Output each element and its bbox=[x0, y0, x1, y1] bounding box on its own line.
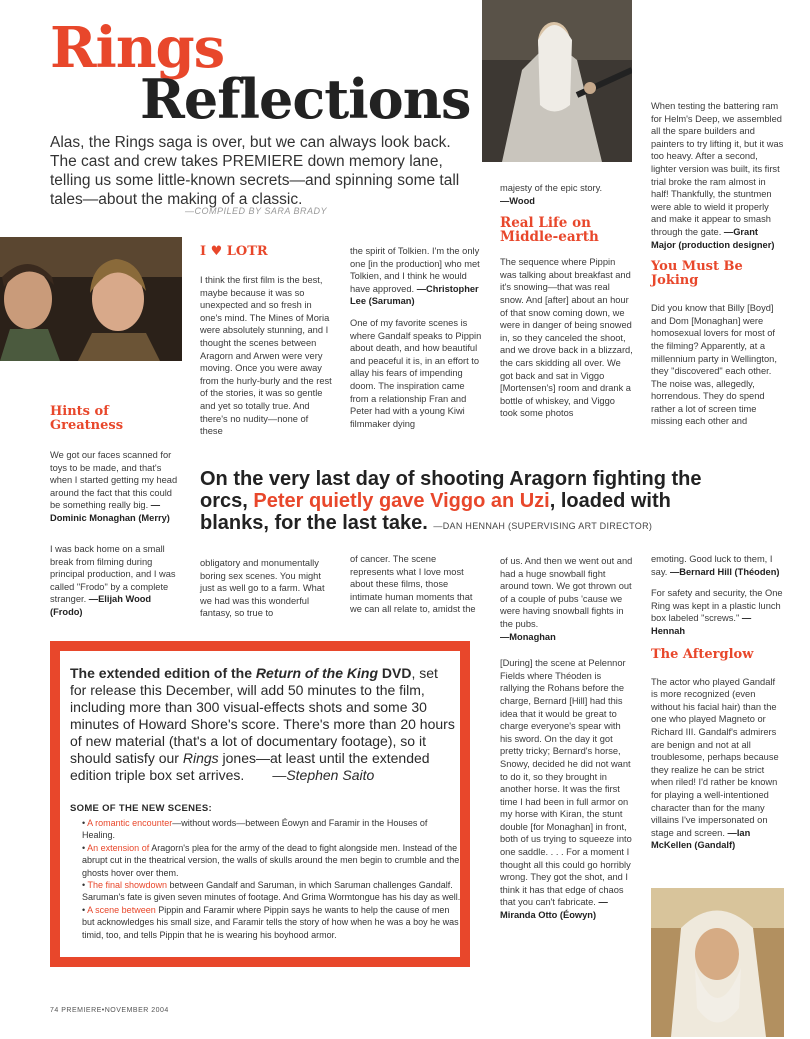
paragraph: The actor who played Gandalf is more recognized (even without his facial hair) than the one who played Magneto or Richard III. Gandalf's admirers are benign and not at all troublesome, perhaps because they realize he can be strict when riled! I'd rather be known for playing a well-intentioned character than for the many villains I've impersonated on stage and screen. —Ian McKellen (Gandalf) bbox=[651, 676, 779, 851]
paragraph: One of my favorite scenes is where Gandalf speaks to Pippin about death, and how beautiful and peaceful it is, in an effort to allay his fears of impending doom. The inspiration came from a relationship Fran and Peter had with a young Kiwi filmmaker dying bbox=[350, 317, 482, 429]
column-3 bbox=[350, 245, 482, 439]
new-scenes-list bbox=[82, 817, 462, 941]
page-folio: 74 PREMIERE•NOVEMBER 2004 bbox=[50, 1007, 169, 1014]
paragraph: When testing the battering ram for Helm's Deep, we assembled all the spare builders and painters to try lifting it, but it was too heavy. After a second, lighter version was built, its first trial broke the ram almost in half! Thankfully, the stuntmen were able to wield it properly and make it appear to smash through the gate. —Grant Major (production designer) bbox=[651, 101, 784, 250]
column-1 bbox=[50, 405, 180, 534]
column-3-bottom bbox=[350, 553, 482, 625]
heading-i-love-lotr: I ♥ LOTR bbox=[200, 244, 268, 259]
credit: —Dominic Monaghan (Merry) bbox=[50, 500, 170, 523]
credit: —Wood bbox=[500, 195, 535, 206]
paragraph: [During] the scene at Pelennor Fields where Théoden is rallying the Rohans before the charge, Bernard [Hill] had this idea that it would be great to charge everyone's spear with his sword. On the day it got pretty tricky; Bernard's horse, Snowy, decided he did not want to do it, so they brought in another horse. It was the first time I had been in full armor on my horse with Kiran, the stunt double [for Monaghan] in front, both of us trying to squeeze into one saddle. . . . For a moment I thought all this could go horribly wrong. They got the shot, and I think it has that edge of chaos that you can't fabricate. —Miranda Otto (Éowyn) bbox=[500, 658, 632, 921]
column-2-bottom bbox=[200, 557, 333, 629]
title-reflections: Reflections bbox=[140, 67, 471, 131]
credit: —Monaghan bbox=[500, 631, 556, 642]
dvd-sidebar-box bbox=[50, 641, 470, 967]
gandalf-photo bbox=[651, 888, 784, 1037]
paragraph: of us. And then we went out and had a huge snowball fight around town. We got thrown out of a couple of pubs 'cause we were having snowball fights in the pubs. —Monaghan bbox=[500, 556, 633, 642]
intro-text: Alas, the Rings saga is over, but we can always look back. The cast and crew takes PREMIERE down memory lane, telling us some little-known secrets—and spinning some tall tales—about the making of a classic. bbox=[50, 134, 460, 208]
paragraph: majesty of the epic story. —Wood bbox=[500, 183, 603, 206]
hobbits-photo bbox=[0, 237, 182, 361]
pull-quote: On the very last day of shooting Aragorn fighting the orcs, Peter quietly gave Viggo an Uzi, loaded with blanks, for the last take. —DAN HENNAH (SUPERVISING ART DIRECTOR) bbox=[200, 468, 702, 534]
paragraph: I was back home on a small break from filming during principal production, and I was called "Frodo" by a complete stranger. —Elijah Wood (Frodo) bbox=[50, 544, 176, 617]
column-4-bottom bbox=[500, 555, 633, 931]
saruman-photo bbox=[482, 0, 632, 162]
heading-the-afterglow: The Afterglow bbox=[651, 646, 754, 662]
credit: —Bernard Hill (Théoden) bbox=[669, 566, 780, 577]
list-item: • A scene between Pippin and Faramir where Pippin says he wants to help the cause of men but acknowledges his small size, and Faramir tells the story of how when he was a boy he was timid, too, and tells Pippin that he is wearing his boyhood armor. bbox=[82, 904, 459, 940]
pull-quote-highlight: Peter quietly gave Viggo an Uzi bbox=[253, 490, 550, 512]
box-lead: The extended edition of the Return of the King DVD, set for release this December, will add 50 minutes to the film, including more than 300 visual-effects shots and some 30 minutes of Howard Shore's score. There's more than 20 hours of new material (that's a lot of documentary footage), so it should satisfy our Rings jones—at least until the extended edition triple box set arrives. —Stephen Saito bbox=[70, 665, 455, 783]
list-item: • The final showdown between Gandalf and Saruman, in which Saruman challenges Gandalf. Saruman's fate is given seven minutes of footage. And Grima Wormtongue has his day as well. bbox=[82, 880, 461, 903]
column-5-bottom bbox=[651, 553, 784, 861]
credit: —Grant Major (production designer) bbox=[651, 226, 775, 250]
paragraph: of cancer. The scene represents what I love most about these films, those intimate human moments that we can all relate to, amidst the bbox=[350, 554, 476, 615]
pull-quote-credit: —DAN HENNAH (SUPERVISING ART DIRECTOR) bbox=[433, 521, 653, 531]
byline: —COMPILED BY SARA BRADY bbox=[185, 206, 328, 216]
column-1-bottom bbox=[50, 543, 180, 628]
paragraph: For safety and security, the One Ring was kept in a plastic lunch box labeled "screws." —Hennah bbox=[651, 588, 783, 636]
column-2 bbox=[200, 245, 333, 447]
heading-real-life-on-middle-earth: Real Life on Middle-earth bbox=[500, 215, 599, 246]
box-signature: —Stephen Saito bbox=[272, 767, 375, 783]
box-subhead: SOME OF THE NEW SCENES: bbox=[70, 803, 213, 814]
column-4 bbox=[500, 182, 633, 429]
paragraph: I think the first film is the best, maybe because it was so unexpected and so fresh in one's mind. The Mines of Moria were absolutely stunning, and I thought the scenes between Aragorn and Arwen were very moving. Once you were away from the hurly-burly and the rest of the stories, it was so gentle and yet so totally true. And there's no nudity—none of these bbox=[200, 275, 332, 437]
paragraph: The sequence where Pippin was talking about breakfast and it's snowing—that was real snow. And [after] about an hour of that snow coming down, we were in danger of being snowed in, so they canceled the shoot, and we drove back in a blizzard, the cars skidding all over. We got back and sat in Viggo [Mortensen's] room and drank a bottle of whiskey, and Viggo took some photos bbox=[500, 257, 633, 419]
title-rings: Rings bbox=[50, 15, 225, 81]
credit: —Miranda Otto (Éowyn) bbox=[500, 897, 608, 921]
paragraph: obligatory and monumentally boring sex scenes. You might just as well go to a farm. What we had was this wonderful fantasy, so true to bbox=[200, 558, 325, 619]
heading-hints-of-greatness: Hints of Greatness bbox=[50, 404, 124, 433]
paragraph: the spirit of Tolkien. I'm the only one [in the production] who met Tolkien, and I think he would have approved. —Christopher Lee (Saruman) bbox=[350, 246, 480, 307]
credit: —Elijah Wood (Frodo) bbox=[50, 594, 152, 617]
heading-you-must-be-joking: You Must Be Joking bbox=[651, 259, 743, 289]
column-5 bbox=[651, 100, 784, 437]
credit: —Hennah bbox=[651, 613, 752, 636]
paragraph: Did you know that Billy [Boyd] and Dom [Monaghan] were homosexual lovers for most of the filming? Apparently, at a millennium party in Wellington, they "discovered" each other. The noise was, allegedly, horrendous. They do spend rather a lot of screen time missing each other and bbox=[651, 303, 777, 427]
paragraph: We got our faces scanned for toys to be made, and that's when I started getting my head around the fact that this could be something really big. —Dominic Monaghan (Merry) bbox=[50, 450, 178, 523]
credit: —Christopher Lee (Saruman) bbox=[350, 283, 479, 307]
paragraph: emoting. Good luck to them, I say. —Bernard Hill (Théoden) bbox=[651, 554, 780, 577]
credit: —Ian McKellen (Gandalf) bbox=[651, 827, 751, 851]
list-item: • An extension of Aragorn's plea for the army of the dead to fight alongside men. Instead of the abrupt cut in the theatrical version, the walls of skulls around the men begin to crumble and the ghosts hover over them. bbox=[82, 842, 460, 878]
list-item: • A romantic encounter—without words—between Éowyn and Faramir in the Houses of Healing. bbox=[82, 818, 428, 841]
